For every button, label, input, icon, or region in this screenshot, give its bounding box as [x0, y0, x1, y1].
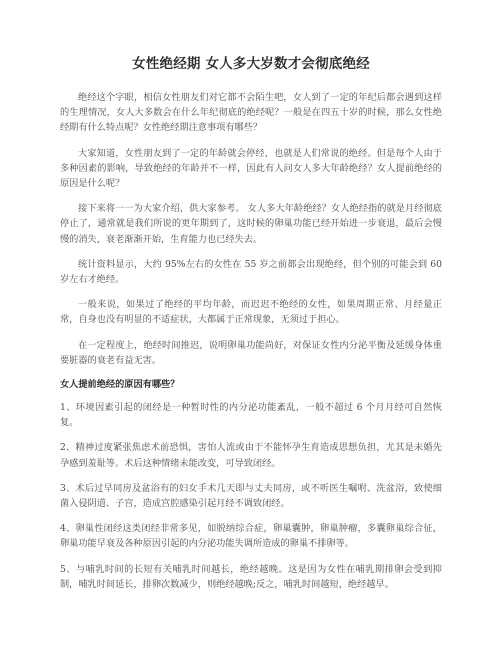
intro-paragraph: 在一定程度上，绝经时间推迟，说明卵巢功能尚好，对保证女性内分泌平衡及延缓身体重要脏器的衰老有益无害。	[60, 339, 442, 366]
intro-paragraph: 统计资料显示，大约 95%左右的女性在 55 岁之前都会出现绝经，但个别的可能会到 60 岁左右才绝经。	[60, 258, 442, 286]
intro-paragraph: 绝经这个字眼，相信女性朋友们对它都不会陌生吧，女人到了一定的年纪后都会遇到这样的生理情况，女人大多数会在什么年纪彻底的绝经呢？一般是在四五十岁的时候，那么女性绝经期有什么特点呢？女性绝经期注意事项有哪些？	[60, 92, 442, 134]
reason-item: 5、与哺乳时间的长短有关哺乳时间越长，绝经越晚。这是因为女性在哺乳期排卵会受到抑制，哺乳时间延长，排卵次数减少，则绝经越晚;反之，哺乳时间越短，绝经越早。	[60, 563, 442, 590]
intro-paragraph: 大家知道，女性朋友到了一定的年龄就会停经，也就是人们常说的绝经。但是每个人由于多种因素的影响，导致绝经的年龄并不一样，因此有人问女人多大年龄绝经？女人提前绝经的原因是什么呢？	[60, 147, 442, 190]
intro-paragraph: 一般来说，如果过了绝经的平均年龄，而迟迟不绝经的女性，如果周期正常、月经量正常，自身也没有明显的不适症状，大都属于正常现象，无须过于担心。	[60, 299, 442, 326]
section-heading: 女人提前绝经的原因有哪些？	[60, 379, 180, 391]
document-title: 女性绝经期 女人多大岁数才会彻底绝经	[132, 56, 370, 72]
reason-item: 3、术后过早同房及盆浴有的妇女手术几天即与丈夫同房，或不听医生嘱咐、洗盆浴，致使细菌入侵阴道、子宫，造成宫腔感染引起月经不调致闭经。	[60, 482, 442, 510]
intro-paragraph: 接下来将一一为大家介绍，供大家参考。 女人多大年龄绝经？女人绝经指的就是月经彻底停止了，通常就是我们所说的更年期到了，这时候的卵巢功能已经开始进一步衰退，最后会慢慢的消失，衰老渐渐开始，生育能力也已经失去。	[60, 203, 442, 245]
reason-item: 1、环境因素引起的闭经是一种暂时性的内分泌功能紊乱，一般不超过 6 个月月经可自然恢复。	[60, 402, 442, 429]
reason-item: 2、精神过度紧张焦虑术前恐惧，害怕人流或由于不能怀孕生育造成思想负担，尤其是未婚先孕感到羞耻等。术后这种情绪未能改变，可导致闭经。	[60, 442, 442, 469]
reason-item: 4、卵巢性闭经这类闭经非常多见，如脱纳综合症，卵巢囊肿，卵巢肿瘤，多囊卵巢综合征，卵巢功能早衰及各种原因引起的内分泌功能失调所造成的卵巢不排卵等。	[60, 523, 442, 550]
